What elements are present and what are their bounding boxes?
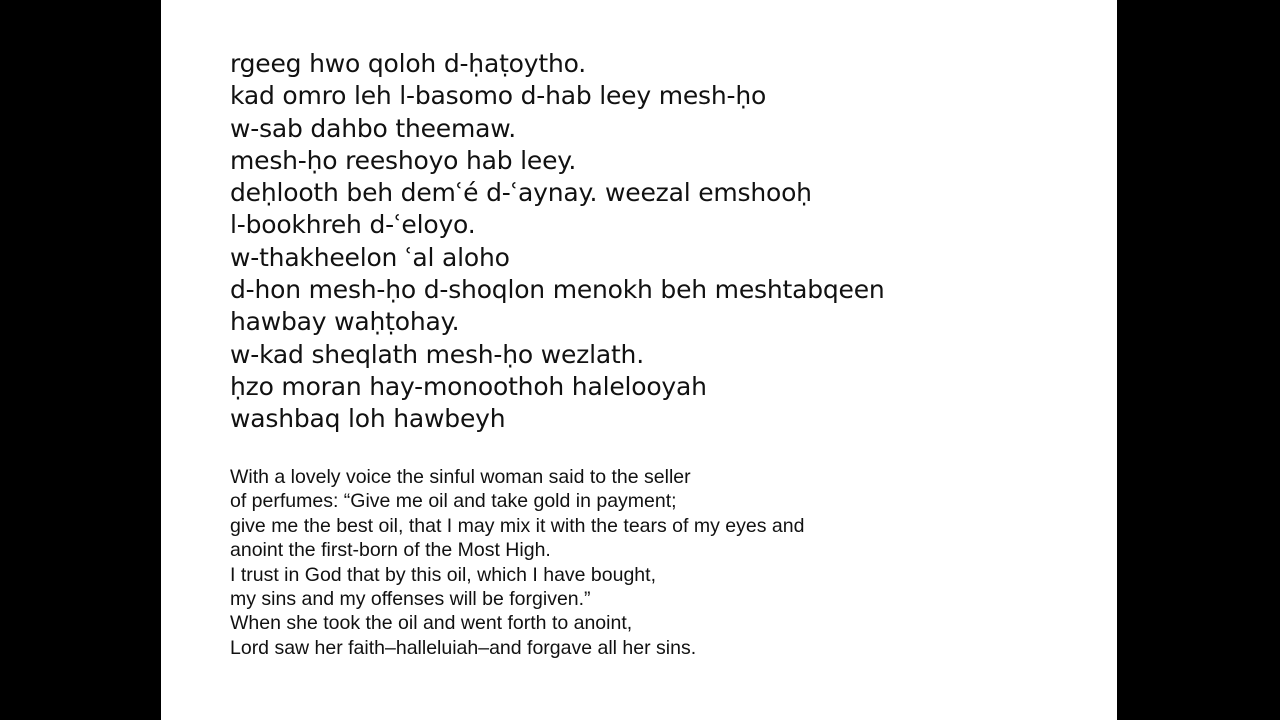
- english-translation: [230, 465, 804, 660]
- translation-line: give me the best oil, that I may mix it with the tears of my eyes and: [230, 514, 805, 537]
- translation-line: anoint the first-born of the Most High.: [230, 539, 551, 562]
- translation-line: my sins and my offenses will be forgiven.”: [230, 588, 591, 611]
- transliteration-line: l-bookhreh d-ʿeloyo.: [230, 210, 476, 240]
- transliteration-line: kad omro leh l-basomo d-hab leey mesh-ḥo: [230, 81, 767, 111]
- transliteration-line: w-thakheelon ʿal aloho: [230, 242, 510, 272]
- transliteration-line: washbaq loh hawbeyh: [230, 404, 506, 434]
- transliteration-line: rgeeg hwo qoloh d-ḥaṭoytho.: [230, 49, 587, 78]
- transliteration-line: hawbay waḥṭohay.: [230, 307, 460, 337]
- transliteration-line: ḥzo moran hay-monoothoh halelooyah: [230, 371, 707, 401]
- transliteration-line: w-kad sheqlath mesh-ḥo wezlath.: [230, 339, 644, 369]
- transliteration-line: w-sab dahbo theemaw.: [230, 113, 516, 143]
- translation-line: When she took the oil and went forth to anoint,: [230, 612, 633, 635]
- transliteration-line: deḥlooth beh demʿé d-ʿaynay. weezal emshooḥ: [230, 178, 812, 208]
- translation-line: I trust in God that by this oil, which I have bought,: [230, 563, 656, 586]
- translation-line: Lord saw her faith–halleluiah–and forgave all her sins.: [230, 636, 697, 659]
- transliteration-verse: [230, 48, 885, 436]
- transliteration-line: d-hon mesh-ḥo d-shoqlon menokh beh meshtabqeen: [230, 275, 885, 305]
- translation-line: With a lovely voice the sinful woman said to the seller: [230, 466, 691, 488]
- translation-line: of perfumes: “Give me oil and take gold in payment;: [230, 490, 677, 513]
- lyrics-slide: [161, 0, 1117, 720]
- transliteration-line: mesh-ḥo reeshoyo hab leey.: [230, 145, 577, 175]
